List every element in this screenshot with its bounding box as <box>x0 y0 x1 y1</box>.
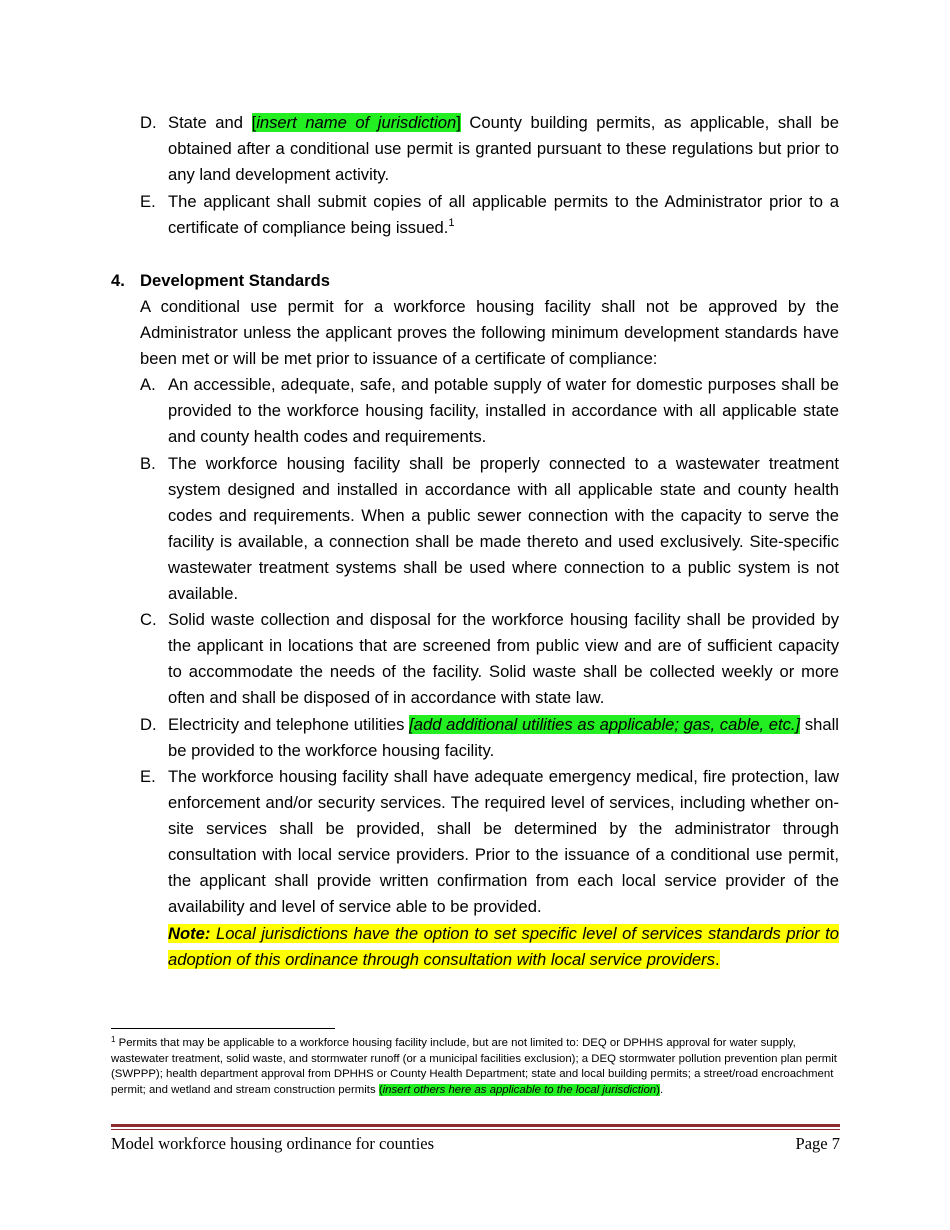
page-number: Page 7 <box>795 1134 840 1153</box>
list-marker: E. <box>140 192 156 211</box>
item-text: Solid waste collection and disposal for the workforce housing facility shall be provided by the applicant in locations that are screened from public view and are of sufficient capacity to accommodate the needs of the facility. Solid waste shall be collected weekly or more often and shall be disposed of in accordance with state law. <box>168 610 839 708</box>
footnote-placeholder: (insert others here as applicable to the local jurisdiction) <box>378 1083 660 1096</box>
item-text: The applicant shall submit copies of all applicable permits to the Administrator prior to a certificate of compliance being issued. <box>168 192 839 238</box>
list-marker: A. <box>140 375 156 394</box>
note-label: Note: <box>168 924 211 943</box>
section-title: Development Standards <box>140 271 330 290</box>
item-text: shall be provided to the workforce housing facility. <box>168 715 839 761</box>
list-marker: D. <box>140 113 157 132</box>
list-item-d-building-permits <box>140 110 839 188</box>
note-period: . <box>715 950 720 970</box>
footnote-end: . <box>659 1083 664 1096</box>
list-item-d-utilities <box>140 712 839 764</box>
list-marker: E. <box>140 767 156 786</box>
utilities-placeholder: [add additional utilities as applicable; gas, cable, etc.] <box>409 715 801 734</box>
footnote-text: Permits that may be applicable to a workforce housing facility include, but are not limited to: DEQ or DPHHS approval for water supply, wastewater treatment, solid waste, and stormwater runoff (or a municipal facilities exclusion); a DEQ stormwater pollution prevention plan permit (SWPPP); health department approval from DPHHS or County Health Department; state and local building permits; a street/road encroachment permit; and wetland and stream construction permits <box>111 1037 837 1096</box>
section-intro: A conditional use permit for a workforce housing facility shall not be approved by the Administrator unless the applicant proves the following minimum development standards have been met or will be met prior to issuance of a certificate of compliance: <box>140 297 839 369</box>
section-heading <box>111 268 330 294</box>
item-text: State and <box>168 113 252 132</box>
footnote <box>111 1036 839 1098</box>
jurisdiction-placeholder: [insert name of jurisdiction] <box>251 113 461 132</box>
list-item-c-solid-waste <box>140 607 839 711</box>
footer-title: Model workforce housing ordinance for counties <box>111 1134 435 1153</box>
section-number: 4. <box>111 271 125 290</box>
page-footer <box>111 1133 840 1155</box>
list-item-e-emergency-services <box>140 764 839 921</box>
list-item-b-wastewater <box>140 451 839 608</box>
footnote-separator <box>111 1028 335 1029</box>
item-text: Electricity and telephone utilities <box>168 715 410 734</box>
note-paragraph <box>168 921 839 973</box>
item-text: County building permits, as applicable, shall be obtained after a conditional use permit is granted pursuant to these regulations but prior to any land development activity. <box>168 113 840 185</box>
item-text: The workforce housing facility shall be properly connected to a wastewater treatment system designed and installed in accordance with all applicable state and county health codes and requirements. When a public sewer connection with the capacity to serve the facility is available, a connection shall be made thereto and used exclusively. Site-specific wastewater treatment systems shall be used where connection to a public system is not available. <box>168 454 839 604</box>
footnote-reference[interactable]: 1 <box>448 217 455 230</box>
footer-rule-thin <box>111 1129 840 1130</box>
footnote-number: 1 <box>111 1035 116 1044</box>
footer-rule <box>111 1124 840 1127</box>
list-marker: C. <box>140 610 157 629</box>
list-marker: B. <box>140 454 156 473</box>
note-text: Local jurisdictions have the option to set specific level of services standards prior to adoption of this ordinance through consultation with local service providers <box>168 924 839 970</box>
item-text: The workforce housing facility shall have adequate emergency medical, fire protection, law enforcement and/or security services. The required level of services, including whether on-site services shall be provided, shall be determined by the administrator through consultation with local service providers. Prior to the issuance of a conditional use permit, the applicant shall provide written confirmation from each local service provider of the availability and level of service able to be provided. <box>168 767 839 917</box>
list-marker: D. <box>140 715 157 734</box>
item-text: An accessible, adequate, safe, and potable supply of water for domestic purposes shall be provided to the workforce housing facility, installed in accordance with all applicable state and county health codes and requirements. <box>168 375 839 447</box>
list-item-a-water <box>140 372 839 450</box>
list-item-e-submit-permits <box>140 189 839 241</box>
